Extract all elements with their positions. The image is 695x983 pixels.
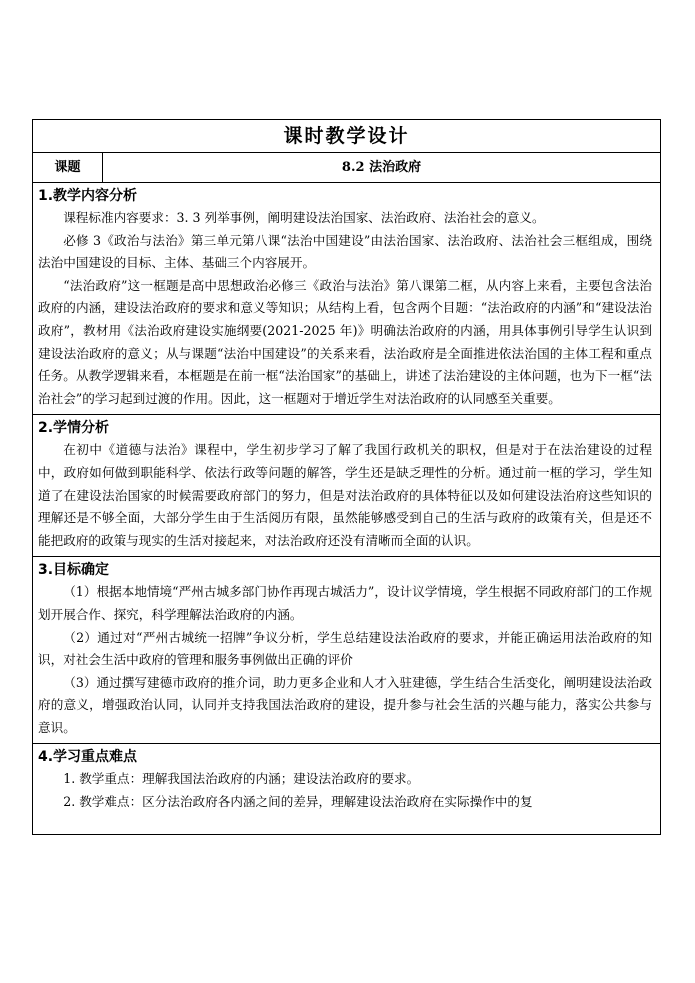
section-paragraph: “法治政府”这一框题是高中思想政治必修三《政治与法治》第八课第二框，从内容上来看，主要包含法治政府的内涵，建设法治政府的要求和意义等知识；从结构上看，包含两个目题：“法治政府的内涵”和“建设法治政府”，教材用《法治政府建设实施纲要(2021-2025 年)》明确法治政府的内涵，用具体事例引导学生认识到建设法治政府的意义；从与课题“法治中国建设”的关系来看，法治政府是全面推进依法治国的主体工程和重点任务。从教学逻辑来看，本框题是在前一框“法治国家”的基础上，讲述了法治建设的主体问题，也为下一框“法治社会”的学习起到过渡的作用。因此，这一框题对于增近学生对法治政府的认同感至关重要。 xyxy=(38,277,652,406)
topic-label: 课题 xyxy=(33,153,103,182)
section-learner-analysis xyxy=(33,415,660,557)
section-paragraph: 必修 3《政治与法治》第三单元第八课“法治中国建设”由法治国家、法治政府、法治社会三框组成，围绕法治中国建设的目标、主体、基础三个内容展开。 xyxy=(38,232,652,271)
section-paragraph: 课程标准内容要求：3. 3 列举事例，阐明建设法治国家、法治政府、法治社会的意义。 xyxy=(63,210,545,225)
section-heading: 4.学习重点难点 xyxy=(38,749,138,766)
section-objectives xyxy=(33,557,660,744)
section-content-analysis xyxy=(33,183,660,415)
topic-value: 8.2 法治政府 xyxy=(341,160,422,175)
section-heading: 1.教学内容分析 xyxy=(38,188,138,204)
section-paragraph: 在初中《道德与法治》课程中，学生初步学习了解了我国行政机关的职权，但是对于在法治建设的过程中，政府如何做到职能科学、依法行政等问题的解答，学生还是缺乏理性的分析。通过前一框的学习，学生知道了在建设法治国家的时候需要政府部门的努力，但是对法治政府的具体特征以及如何建设法治府这些知识的理解还是不够全面，大部分学生由于生活阅历有限，虽然能够感受到自己的生活与政府的政策有关，但是还不能把政府的政策与现实的生活对接起来，对法治政府还没有清晰而全面的认识。 xyxy=(38,442,652,548)
section-heading: 3.目标确定 xyxy=(38,562,110,579)
section-key-points xyxy=(33,744,660,834)
section-paragraph: 1. 教学重点：理解我国法治政府的内涵；建设法治政府的要求。 xyxy=(63,771,420,787)
lesson-design-table xyxy=(32,119,661,835)
section-paragraph: （3）通过撰写建德市政府的推介词，助力更多企业和人才入驻建德，学生结合生活变化，阐明建设法治政府的意义，增强政治认同，认同并支持我国法治政府的建设，提升参与社会生活的兴趣与能力，落实公共参与意识。 xyxy=(38,674,652,735)
section-paragraph: 2. 教学难点：区分法治政府各内涵之间的差异，理解建设法治政府在实际操作中的复 xyxy=(63,794,533,810)
section-paragraph: （1）根据本地情境“严州古城多部门协作再现古城活力”，设计议学情境，学生根据不同政府部门的工作规划开展合作、探究，科学理解法治政府的内涵。 xyxy=(38,584,652,622)
document-title: 课时教学设计 xyxy=(33,120,660,153)
section-heading: 2.学情分析 xyxy=(38,420,110,437)
topic-row xyxy=(33,153,660,183)
section-paragraph: （2）通过对“严州古城统一招牌”争议分析，学生总结建设法治政府的要求，并能正确运用法治政府的知识，对社会生活中政府的管理和服务事例做出正确的评价 xyxy=(38,629,652,668)
